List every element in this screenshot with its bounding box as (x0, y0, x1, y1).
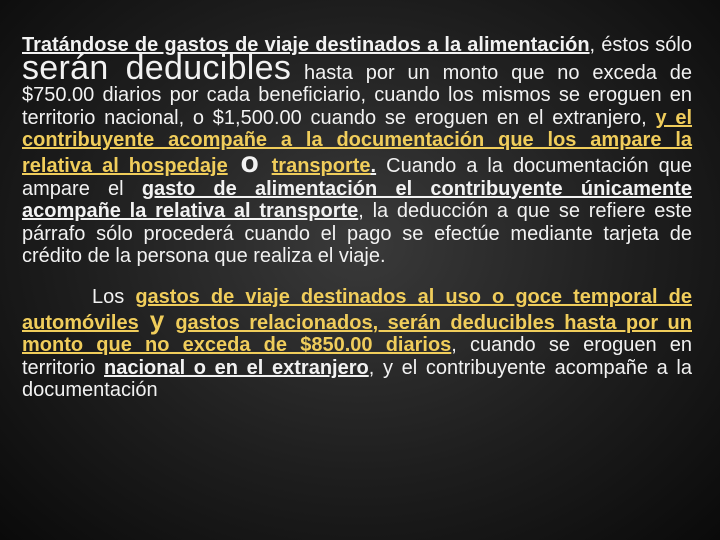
slide-body (22, 34, 692, 402)
text-segment: Los (92, 285, 136, 308)
text-segment: hasta por un monto que no exceda de $750.00 diarios por cada beneficiario, cuando los mismos se eroguen en territorio nacional, o $1,500.00 cuando se eroguen en el extranjero, (22, 61, 692, 129)
text-segment: , y el contribuyente acompañe a la documentación (22, 356, 693, 402)
underlined-word-transport: transporte (271, 154, 371, 177)
text-segment: Cuando a la documentación que ampare el (22, 154, 692, 200)
underlined-phrase-national-abroad: nacional o en el extranjero (104, 356, 369, 379)
period-mark: . (370, 154, 377, 177)
underlined-phrase-transport-only: gasto de alimentación el contribuyente únicamente acompañe la relativa al transporte (22, 177, 692, 223)
underlined-phrase-vehicle-use: gastos de viaje destinados al uso o goce temporal de automóviles (22, 285, 692, 334)
text-segment: , la deducción a que se refiere este párrafo sólo procederá cuando el pago se efectúe mediante tarjeta de crédito de la persona que realiza el viaje. (22, 200, 693, 268)
paragraph-travel-meals (22, 34, 692, 268)
text-segment: , éstos sólo (589, 34, 692, 56)
emphasis-or: o (227, 145, 272, 179)
text-segment: , cuando se eroguen en territorio (22, 334, 693, 379)
underlined-phrase-related-expenses: gastos relacionados, serán deducibles hasta por un monto que no exceda de $850.00 diarios (22, 311, 692, 357)
underlined-phrase-lodging: y el contribuyente acompañe a la documentación que los ampare la relativa al hospedaje (22, 106, 693, 177)
emphasis-deductible: serán deducibles (22, 48, 292, 87)
paragraph-vehicle-rental (22, 286, 692, 402)
underlined-phrase-food-travel: Tratándose de gastos de viaje destinados a la alimentación (22, 34, 590, 56)
emphasis-and: y (138, 304, 176, 335)
